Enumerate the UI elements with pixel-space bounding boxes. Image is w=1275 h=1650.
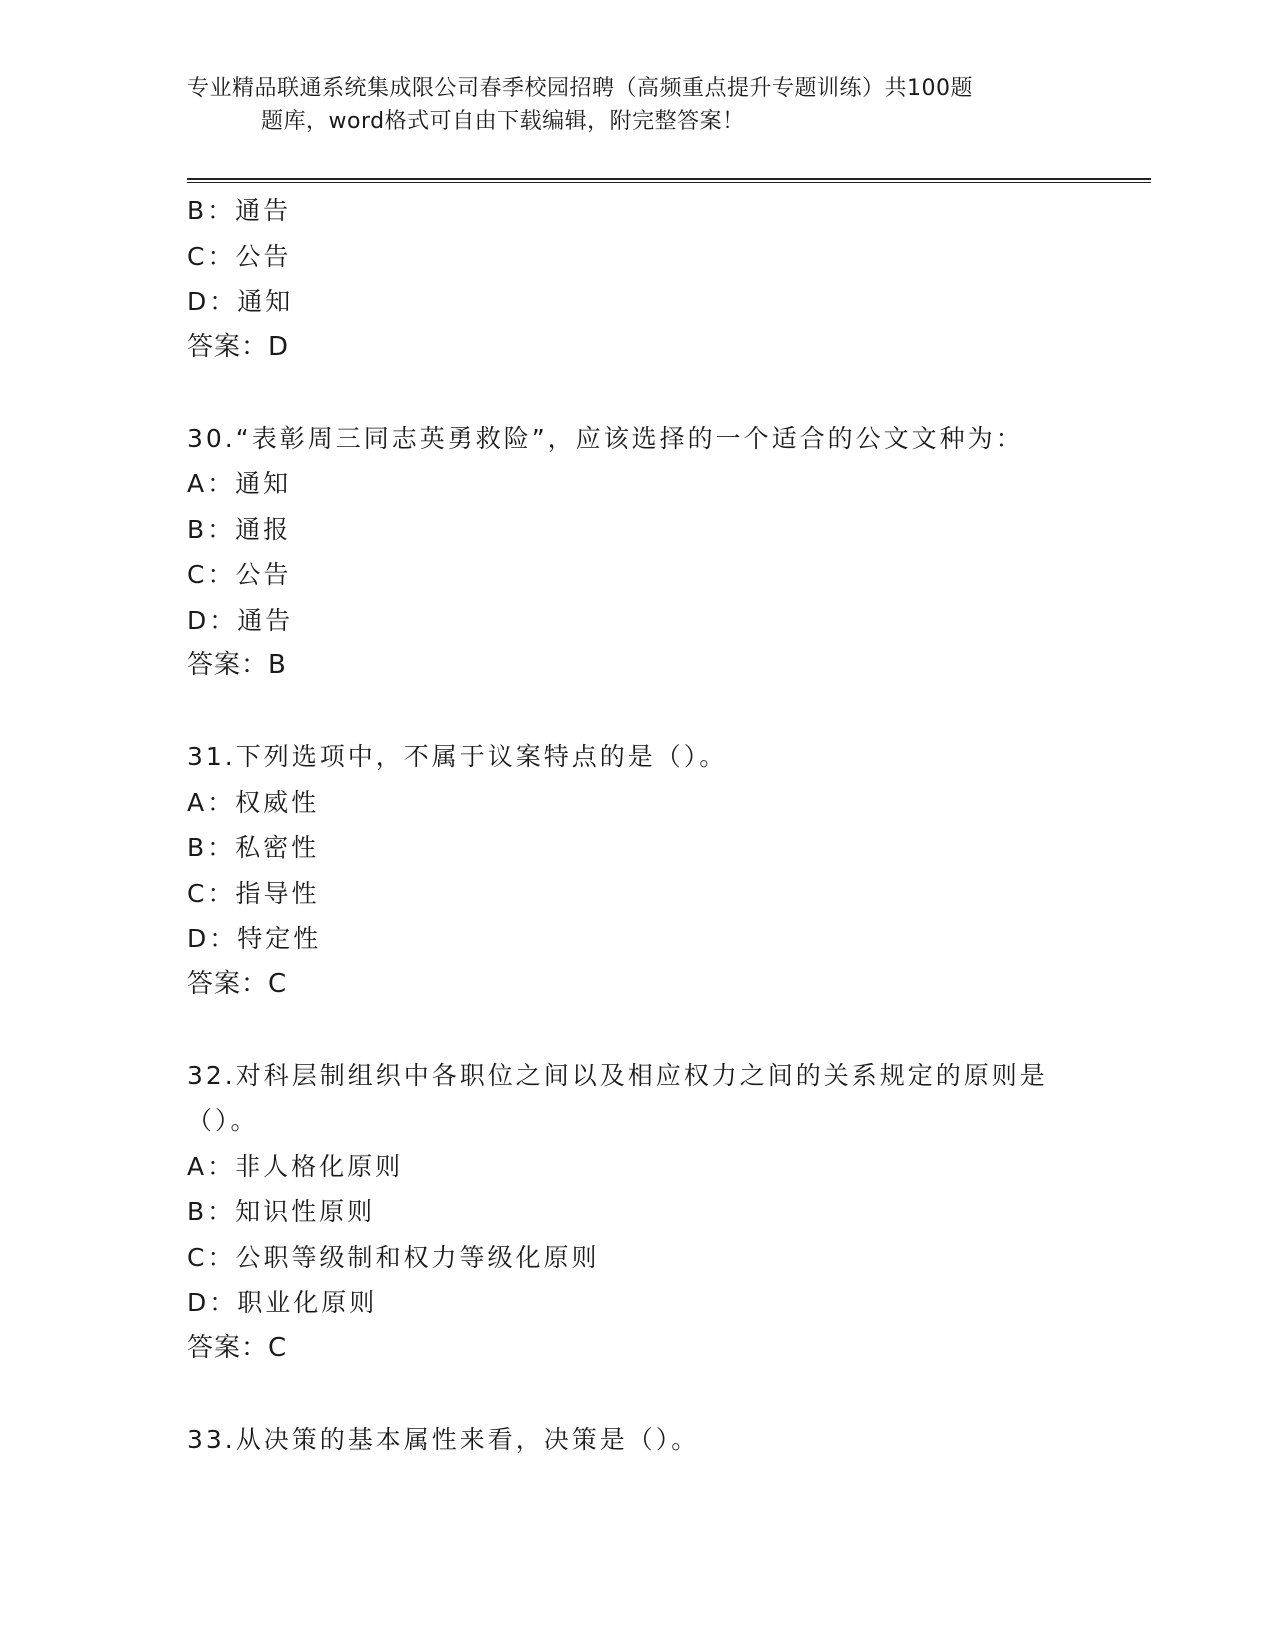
spacer [187,370,1087,416]
question-text: 30.“表彰周三同志英勇救险”，应该选择的一个适合的公文文种为： [187,423,1024,453]
header-line-1: 专业精品联通系统集成限公司春季校园招聘（高频重点提升专题训练）共100题 [187,76,973,101]
option-d: D：特定性 [187,924,322,953]
question-text: 32.对科层制组织中各职位之间以及相应权力之间的关系规定的原则是 [187,1060,1048,1090]
option-a: A：通知 [187,469,292,498]
answer-line: 答案：C [187,1332,288,1363]
question-block-32 [187,1053,1087,1372]
option-b: B：私密性 [187,833,320,862]
question-block-31 [187,734,1087,1007]
document-header [187,72,1087,138]
spacer [187,1371,1087,1417]
option-d: D：通告 [187,605,294,635]
answer-line: 答案：C [187,968,288,999]
option-d: D：通知 [187,287,294,316]
option-c: C：指导性 [187,878,320,908]
spacer [187,689,1087,735]
option-c: C：公告 [187,241,292,271]
option-b: B：通报 [187,514,292,544]
option-c: C：公告 [187,560,292,589]
question-text: 33.从决策的基本属性来看，决策是（）。 [187,1424,700,1454]
question-block-30 [187,416,1087,689]
header-rule-thick [187,178,1151,180]
option-c: C：公职等级制和权力等级化原则 [187,1242,600,1272]
option-b: B：通告 [187,196,292,225]
question-list [187,188,1087,1462]
option-a: A：权威性 [187,787,320,817]
question-block-33 [187,1417,1087,1463]
option-d: D：职业化原则 [187,1288,378,1317]
question-text-continued: （）。 [187,1106,259,1135]
header-line-2: 题库，word格式可自由下载编辑，附完整答案！ [261,109,745,134]
question-text: 31.下列选项中，不属于议案特点的是（）。 [187,742,728,771]
spacer [187,1007,1087,1053]
option-b: B：知识性原则 [187,1197,376,1226]
header-rule-thin [187,182,1151,183]
option-a: A：非人格化原则 [187,1151,404,1181]
answer-line: 答案：D [187,331,290,362]
question-block-29 [187,188,1087,370]
answer-line: 答案：B [187,650,287,680]
